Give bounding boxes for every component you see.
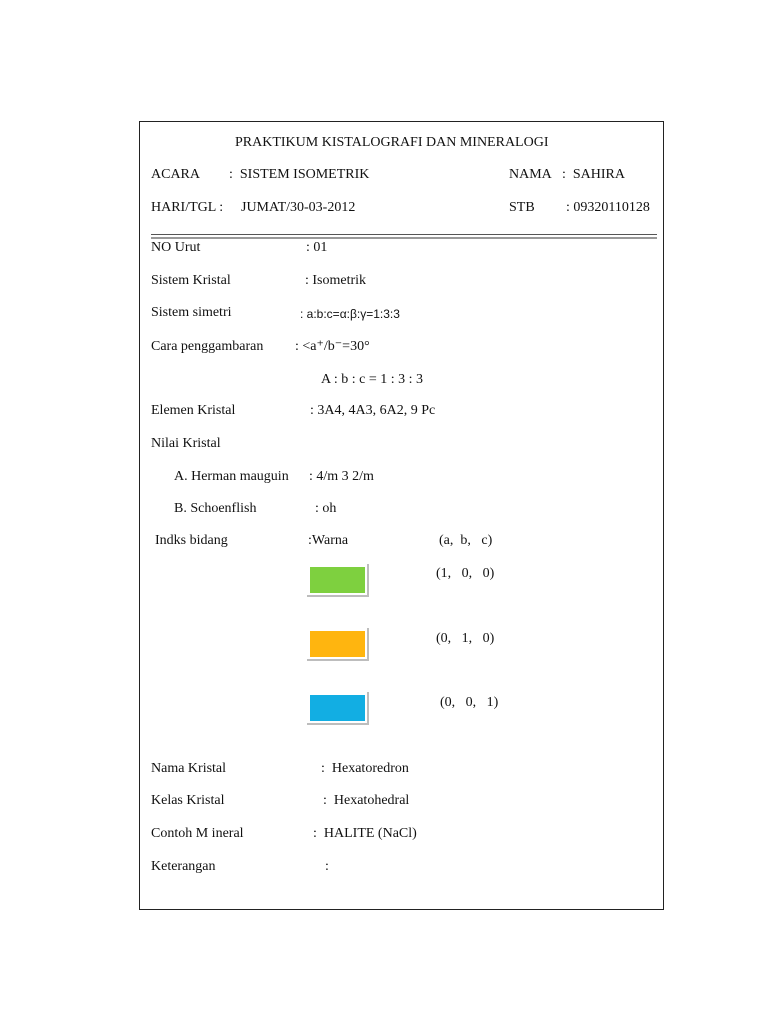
plane-color-swatch [307, 564, 369, 597]
stb-value: : 09320110128 [566, 200, 650, 215]
sistem-simetri-label: Sistem simetri [151, 305, 232, 320]
contoh-value: : HALITE (NaCl) [313, 826, 417, 841]
schoen-value: : oh [315, 501, 337, 516]
header-divider [151, 234, 657, 235]
schoen-label: B. Schoenflish [174, 501, 257, 516]
plane-index: (0, 0, 1) [440, 695, 499, 710]
indeks-label: Indks bidang [155, 533, 228, 548]
acara-value: : SISTEM ISOMETRIK [229, 167, 370, 182]
plane-color-swatch [307, 628, 369, 661]
kelas-value: : Hexatohedral [323, 793, 410, 808]
plane-index: (1, 0, 0) [436, 566, 495, 581]
elemen-label: Elemen Kristal [151, 403, 236, 418]
keterangan-value: : [325, 859, 329, 874]
nama-label: NAMA [509, 167, 552, 182]
warna-label: :Warna [308, 533, 349, 548]
stb-label: STB [509, 200, 535, 215]
no-urut-label: NO Urut [151, 240, 201, 255]
nama-value: : SAHIRA [562, 167, 626, 182]
herman-value: : 4/m 3 2/m [309, 469, 374, 484]
plane-color-swatch [307, 692, 369, 725]
header-divider-shadow [151, 237, 657, 239]
cara-label: Cara penggambaran [151, 339, 264, 354]
nama-kristal-value: : Hexatoredron [321, 761, 409, 776]
report-title: PRAKTIKUM KISTALOGRAFI DAN MINERALOGI [235, 135, 549, 150]
sistem-kristal-value: : Isometrik [305, 273, 367, 288]
nama-kristal-label: Nama Kristal [151, 761, 227, 776]
acara-label: ACARA [151, 167, 201, 182]
sistem-simetri-value: : a:b:c=α:β:γ=1:3:3 [300, 307, 400, 321]
plane-color-fill [310, 567, 365, 593]
plane-color-fill [310, 631, 365, 657]
axis-ratio: A : b : c = 1 : 3 : 3 [321, 372, 424, 387]
nilai-label: Nilai Kristal [151, 436, 221, 451]
sistem-kristal-label: Sistem Kristal [151, 273, 231, 288]
plane-index: (0, 1, 0) [436, 631, 495, 646]
no-urut-value: : 01 [306, 240, 328, 255]
cara-value: : <a⁺/b⁻=30° [295, 339, 370, 354]
hari-label: HARI/TGL : [151, 200, 224, 215]
hari-value: JUMAT/30-03-2012 [241, 200, 356, 215]
abc-header: (a, b, c) [439, 533, 493, 548]
contoh-label: Contoh M ineral [151, 826, 244, 841]
plane-color-fill [310, 695, 365, 721]
kelas-label: Kelas Kristal [151, 793, 225, 808]
elemen-value: : 3A4, 4A3, 6A2, 9 Pc [310, 403, 436, 418]
herman-label: A. Herman mauguin [174, 469, 289, 484]
keterangan-label: Keterangan [151, 859, 216, 874]
